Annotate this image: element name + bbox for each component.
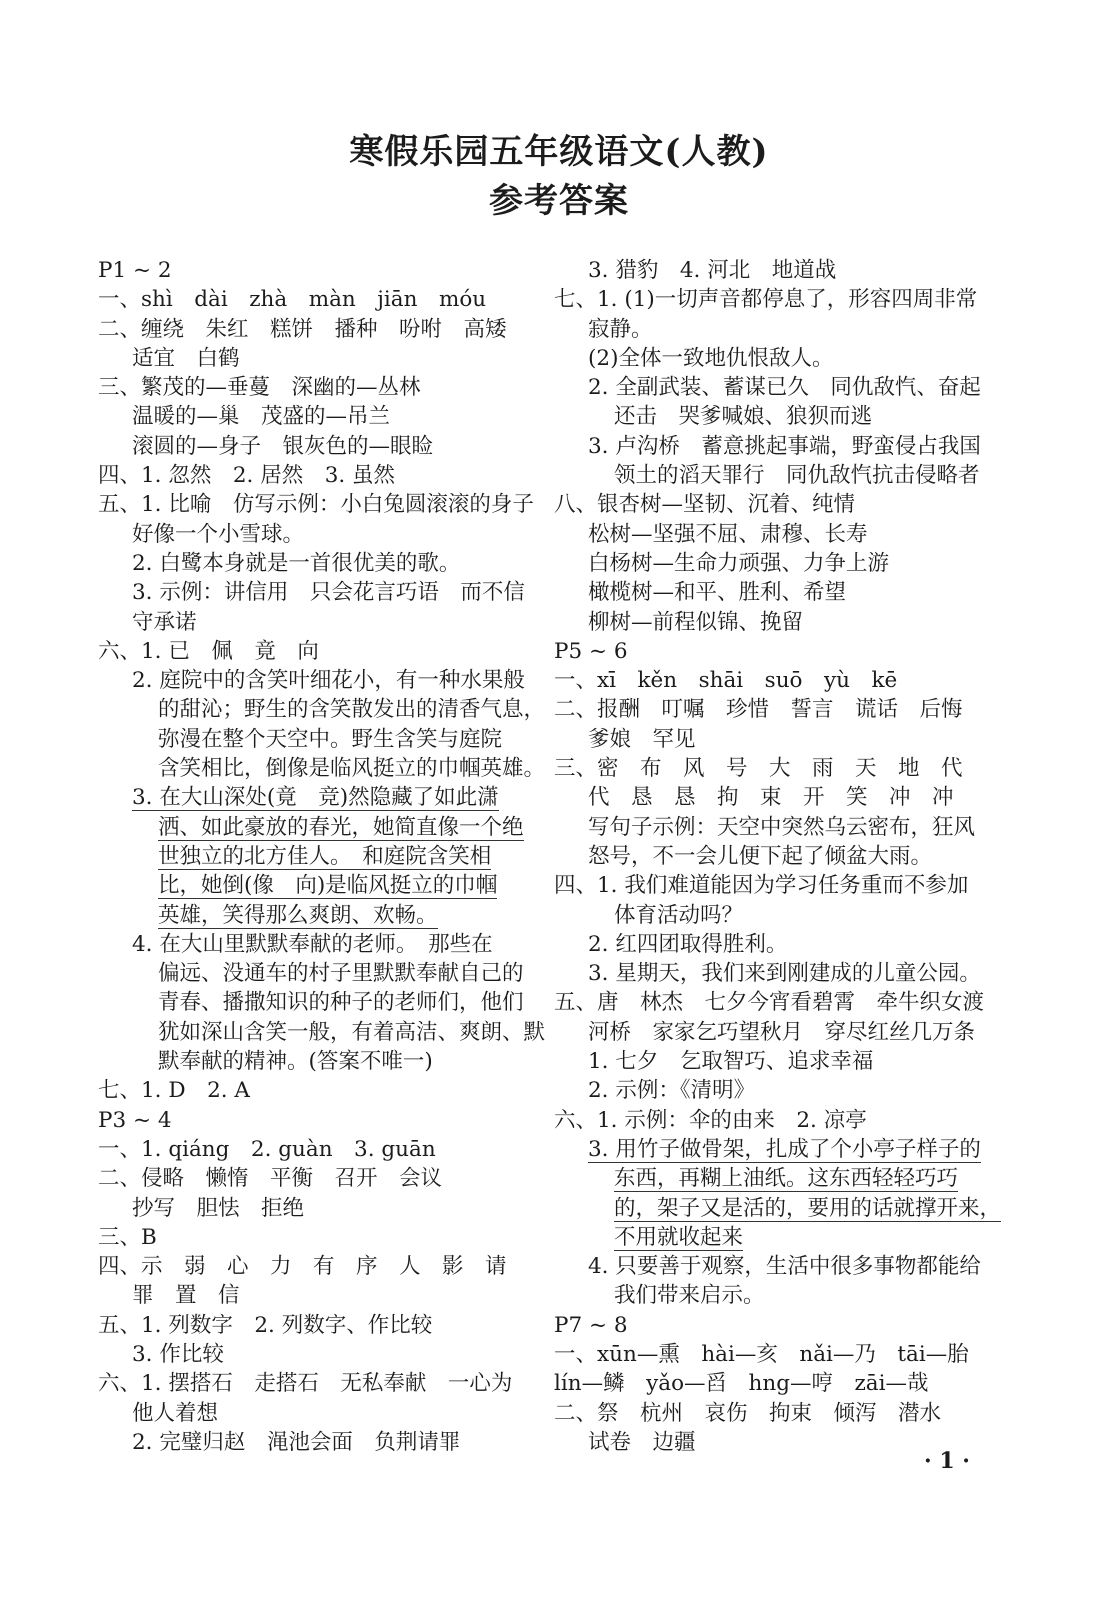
underlined-text: 比，她倒(像 向)是临风挺立的巾帼 — [158, 873, 498, 899]
line-text: 橄榄树—和平、胜利、希望 — [588, 580, 847, 606]
line-text: 八、银杏树—坚韧、沉着、纯情 — [554, 492, 856, 518]
line-text: 的甜沁；野生的含笑散发出的清香气息， — [158, 697, 546, 723]
line-text: 六、1. 已 佩 竟 向 — [98, 638, 319, 664]
answer-line — [98, 666, 538, 695]
line-text: 犹如深山含笑一般，有着高洁、爽朗、默 — [158, 1019, 546, 1045]
line-text: 六、1. 摆搭石 走搭石 无私奉献 一心为 — [98, 1371, 513, 1397]
line-text: 青春、播撒知识的种子的老师们，他们 — [158, 990, 524, 1016]
answer-line — [98, 608, 538, 637]
answer-line — [98, 783, 538, 812]
answer-line — [98, 1252, 538, 1281]
answer-line — [98, 285, 538, 314]
answer-line — [554, 842, 994, 871]
line-text: 二、缠绕 朱红 糕饼 播种 吩咐 高矮 — [98, 316, 507, 342]
line-text: 一、xūn—熏 hài—亥 nǎi—乃 tāi—胎 — [554, 1341, 969, 1367]
line-text: 三、繁茂的—垂蔓 深幽的—丛林 — [98, 375, 421, 401]
line-text: 二、祭 杭州 哀伤 拘束 倾泻 潜水 — [554, 1400, 942, 1426]
answer-line — [554, 461, 994, 490]
answer-line — [554, 1399, 994, 1428]
line-text: 四、1. 我们难道能因为学习任务重而不参加 — [554, 873, 969, 899]
answer-line — [98, 901, 538, 930]
answer-line — [554, 813, 994, 842]
line-text: 领土的滔天罪行 同仇敌忾抗击侵略者 — [614, 463, 980, 489]
answer-line — [98, 813, 538, 842]
watermark-logo — [900, 1495, 1110, 1595]
answer-line — [554, 637, 994, 666]
answer-line — [98, 520, 538, 549]
answer-line — [554, 1076, 994, 1105]
answer-line — [98, 461, 538, 490]
answer-line — [98, 1281, 538, 1310]
underlined-text: 英雄，笑得那么爽朗、欢畅。 — [158, 902, 438, 928]
answer-line — [554, 1164, 994, 1193]
answer-line — [554, 373, 994, 402]
line-text: lín—鳞 yǎo—舀 hng—哼 zāi—哉 — [554, 1371, 929, 1397]
line-text: 2. 白鹭本身就是一首很优美的歌。 — [132, 550, 461, 576]
answer-line — [554, 666, 994, 695]
answer-line — [554, 578, 994, 607]
line-text: 2. 完璧归赵 渑池会面 负荆请罪 — [132, 1429, 461, 1455]
line-text: 偏远、没通车的村子里默默奉献自己的 — [158, 961, 524, 987]
line-text: 体育活动吗？ — [614, 902, 744, 928]
answer-line — [98, 1076, 538, 1105]
page-title: 寒假乐园五年级语文(人教) — [349, 132, 769, 172]
answer-line — [98, 1340, 538, 1369]
answer-line — [554, 1252, 994, 1281]
line-text: P1 ~ 2 — [98, 258, 172, 283]
underlined-text: 的，架子又是活的，要用的话就撑开来， — [614, 1195, 1002, 1221]
line-text: 适宜 白鹤 — [132, 345, 240, 371]
answer-line — [554, 1018, 994, 1047]
underlined-text: 洒、如此豪放的春光，她简直像一个绝 — [158, 814, 524, 840]
underlined-text: 不用就收起来 — [614, 1224, 744, 1250]
answer-line — [554, 695, 994, 724]
line-text: 七、1. D 2. A — [98, 1078, 250, 1104]
answer-line — [98, 1428, 538, 1457]
line-text: 3. 星期天，我们来到刚建成的儿童公园。 — [588, 961, 981, 987]
answer-line — [554, 1311, 994, 1340]
answer-line — [554, 1340, 994, 1369]
answer-line — [98, 842, 538, 871]
answer-line — [554, 1223, 994, 1252]
answer-line — [98, 402, 538, 431]
answer-line — [98, 1399, 538, 1428]
answer-line — [98, 256, 538, 285]
line-text: 写句子示例：天空中突然乌云密布，狂风 — [588, 814, 976, 840]
line-text: 2. 示例：《清明》 — [588, 1078, 756, 1104]
page-subtitle: 参考答案 — [489, 181, 629, 221]
answer-line — [554, 988, 994, 1017]
answer-line — [98, 988, 538, 1017]
line-text: 五、1. 列数字 2. 列数字、作比较 — [98, 1312, 433, 1338]
answer-line — [554, 959, 994, 988]
answer-line — [554, 725, 994, 754]
line-text: 四、示 弱 心 力 有 序 人 影 请 — [98, 1254, 507, 1280]
line-text: 还击 哭爹喊娘、狼狈而逃 — [614, 404, 873, 430]
line-text: 二、侵略 懒惰 平衡 召开 会议 — [98, 1166, 443, 1192]
line-text: 我们带来启示。 — [614, 1283, 765, 1309]
line-text: 七、1. (1)一切声音都停息了，形容四周非常 — [554, 287, 978, 313]
line-text: 试卷 边疆 — [588, 1429, 696, 1455]
line-text: (2)全体一致地仇恨敌人。 — [588, 345, 834, 371]
underlined-text: 3. 在大山深处(竟 竞)然隐藏了如此潇 — [132, 785, 499, 811]
answer-line — [98, 1018, 546, 1047]
answer-line — [98, 1164, 538, 1193]
line-text: 守承诺 — [132, 609, 197, 635]
answer-line — [98, 490, 538, 519]
line-text: 柳树—前程似锦、挽留 — [588, 609, 804, 635]
answer-line — [98, 1369, 538, 1398]
line-text: 一、shì dài zhà màn jiān móu — [98, 287, 487, 313]
answer-line — [98, 344, 538, 373]
line-text: 3. 猎豹 4. 河北 地道战 — [588, 258, 837, 283]
line-text: 五、1. 比喻 仿写示例：小白兔圆滚滚的身子 — [98, 492, 534, 518]
line-text: 一、1. qiáng 2. guàn 3. guān — [98, 1136, 436, 1162]
answer-line — [98, 930, 538, 959]
answer-line — [554, 520, 994, 549]
answer-line — [98, 432, 538, 461]
answer-line — [554, 930, 994, 959]
underlined-text: 3. 用竹子做骨架，扎成了个小亭子样子的 — [588, 1136, 981, 1162]
left-column — [98, 256, 546, 1457]
answer-line — [98, 1106, 538, 1135]
line-text: P3 ~ 4 — [98, 1107, 172, 1133]
line-text: 怒号，不一会儿便下起了倾盆大雨。 — [588, 843, 933, 869]
line-text: 1. 七夕 乞取智巧、追求幸福 — [588, 1049, 874, 1075]
answer-line — [98, 315, 538, 344]
answer-line — [554, 285, 994, 314]
line-text: 滚圆的—身子 银灰色的—眼睑 — [132, 433, 434, 459]
line-text: 4. 在大山里默默奉献的老师。 那些在 — [132, 931, 493, 957]
answer-line — [98, 578, 538, 607]
answer-line — [98, 959, 538, 988]
answer-line — [554, 871, 994, 900]
line-text: 河桥 家家乞巧望秋月 穿尽红丝几万条 — [588, 1019, 976, 1045]
line-text: 三、密 布 风 号 大 雨 天 地 代 — [554, 756, 963, 782]
line-text: 六、1. 示例：伞的由来 2. 凉亭 — [554, 1107, 867, 1133]
line-text: 他人着想 — [132, 1400, 219, 1426]
line-text: 2. 全副武装、蓄谋已久 同仇敌忾、奋起 — [588, 375, 981, 401]
line-text: 2. 红四团取得胜利。 — [588, 931, 788, 957]
answer-line — [554, 344, 994, 373]
line-text: 四、1. 忽然 2. 居然 3. 虽然 — [98, 463, 396, 489]
answer-line — [554, 901, 994, 930]
answer-line — [98, 373, 538, 402]
line-text: 抄写 胆怯 拒绝 — [132, 1195, 305, 1221]
underlined-text: 东西，再糊上油纸。这东西轻轻巧巧 — [614, 1166, 959, 1192]
answer-line — [554, 783, 994, 812]
answer-line — [554, 1135, 994, 1164]
answer-line — [554, 256, 994, 285]
line-text: 寂静。 — [588, 316, 653, 342]
line-text: 代 恳 恳 拘 束 开 笑 冲 冲 — [588, 785, 954, 811]
line-text: 弥漫在整个天空中。野生含笑与庭院 — [158, 726, 503, 752]
answer-line — [554, 1281, 994, 1310]
line-text: P5 ~ 6 — [554, 638, 628, 664]
answer-line — [98, 549, 538, 578]
answer-line — [554, 490, 994, 519]
answer-line — [554, 315, 994, 344]
answer-line — [554, 1369, 994, 1398]
answer-line — [98, 695, 546, 724]
answer-line — [98, 1194, 538, 1223]
answer-line — [98, 871, 538, 900]
answer-line — [98, 1135, 538, 1164]
answer-line — [554, 1194, 1002, 1223]
answer-line — [98, 637, 538, 666]
line-text: 好像一个小雪球。 — [132, 521, 305, 547]
answer-line — [98, 725, 538, 754]
line-text: 爹娘 罕见 — [588, 726, 696, 752]
answer-line — [554, 608, 994, 637]
answer-line — [554, 1047, 994, 1076]
line-text: 松树—坚强不屈、肃穆、长寿 — [588, 521, 868, 547]
answer-line — [554, 549, 994, 578]
answer-line — [554, 754, 994, 783]
line-text: 一、xī kěn shāi suō yù kē — [554, 668, 898, 694]
line-text: 三、B — [98, 1224, 157, 1250]
line-text: 3. 示例：讲信用 只会花言巧语 而不信 — [132, 580, 525, 606]
answer-line — [554, 432, 994, 461]
line-text: 默奉献的精神。(答案不唯一) — [158, 1049, 433, 1075]
answer-line — [554, 1106, 994, 1135]
right-column — [554, 256, 1002, 1457]
answer-line — [98, 1047, 538, 1076]
underlined-text: 世独立的北方佳人。 和庭院含笑相 — [158, 843, 492, 869]
line-text: P7 ~ 8 — [554, 1312, 628, 1338]
answer-line — [98, 754, 546, 783]
line-text: 温暖的—巢 茂盛的—吊兰 — [132, 404, 391, 430]
answer-line — [98, 1223, 538, 1252]
line-text: 罪 置 信 — [132, 1283, 240, 1309]
answer-line — [98, 1311, 538, 1340]
line-text: 2. 庭院中的含笑叶细花小，有一种水果般 — [132, 668, 525, 694]
line-text: 五、唐 林杰 七夕今宵看碧霄 牵牛织女渡 — [554, 990, 985, 1016]
line-text: 4. 只要善于观察，生活中很多事物都能给 — [588, 1254, 981, 1280]
answer-line — [554, 402, 994, 431]
line-text: 3. 卢沟桥 蓄意挑起事端，野蛮侵占我国 — [588, 433, 981, 459]
line-text: 3. 作比较 — [132, 1341, 224, 1367]
line-text: 二、报酬 叮嘱 珍惜 誓言 谎话 后悔 — [554, 697, 963, 723]
page-number: · 1 · — [924, 1448, 970, 1474]
line-text: 白杨树—生命力顽强、力争上游 — [588, 550, 890, 576]
line-text: 含笑相比，倒像是临风挺立的巾帼英雄。 — [158, 756, 546, 782]
